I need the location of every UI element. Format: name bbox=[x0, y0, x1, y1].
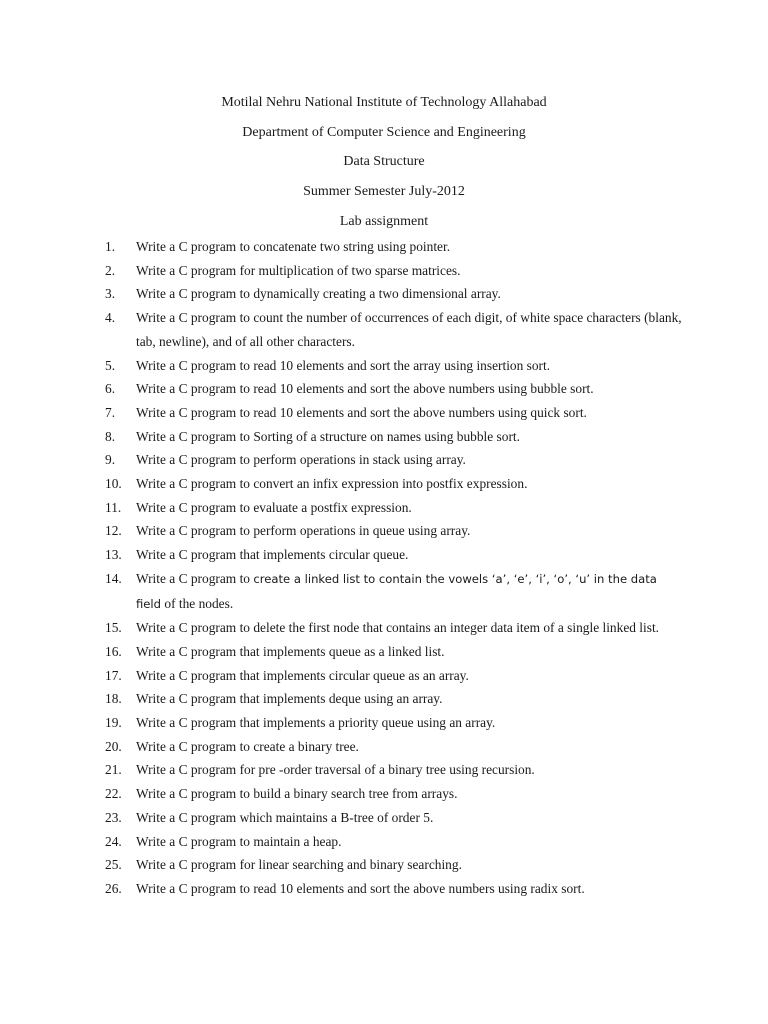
semester-name: Summer Semester July-2012 bbox=[303, 184, 465, 200]
item-text: Write a C program to perform operations in stack using array. bbox=[136, 452, 466, 468]
item-text: Write a C program for pre -order traversal of a binary tree using recursion. bbox=[136, 762, 535, 778]
item-text: Write a C program to convert an infix expression into postfix expression. bbox=[136, 476, 528, 492]
list-item bbox=[105, 496, 685, 520]
item-number: 13. bbox=[105, 547, 122, 563]
item-text: Write a C program to create a binary tree. bbox=[136, 738, 359, 754]
item-number: 20. bbox=[105, 738, 122, 754]
item-number: 5. bbox=[105, 357, 116, 373]
item-number: 1. bbox=[105, 239, 116, 254]
item-number: 8. bbox=[105, 428, 116, 444]
list-item bbox=[105, 377, 685, 401]
item-number: 19. bbox=[105, 715, 122, 731]
list-item bbox=[105, 567, 685, 616]
item-number: 15. bbox=[105, 620, 122, 636]
list-item bbox=[105, 448, 685, 472]
list-item bbox=[105, 543, 685, 567]
item-text: Write a C program to read 10 elements and sort the array using insertion sort. bbox=[136, 357, 551, 373]
item-number: 6. bbox=[105, 381, 116, 397]
list-item bbox=[105, 472, 685, 496]
list-item bbox=[105, 259, 685, 283]
document-header bbox=[0, 88, 768, 236]
item-number: 3. bbox=[105, 286, 116, 302]
list-item bbox=[105, 806, 685, 830]
item-text: Write a C program to delete the first node that contains an integer data item of a single linked list. bbox=[136, 620, 660, 636]
list-item bbox=[105, 306, 685, 353]
item-number: 4. bbox=[105, 310, 116, 326]
item-text: Write a C program that implements deque using an array. bbox=[136, 691, 443, 707]
item-number: 17. bbox=[105, 667, 122, 683]
list-item bbox=[105, 519, 685, 543]
item-text: Write a C program for multiplication of two sparse matrices. bbox=[136, 262, 461, 278]
item-text: Write a C program to read 10 elements and sort the above numbers using radix sort. bbox=[136, 880, 585, 896]
item-text: Write a C program that implements circular queue as an array. bbox=[136, 667, 469, 683]
item-number: 2. bbox=[105, 262, 116, 278]
list-item bbox=[105, 853, 685, 877]
item-number: 25. bbox=[105, 857, 122, 873]
list-item bbox=[105, 877, 685, 901]
list-item bbox=[105, 425, 685, 449]
course-name: Data Structure bbox=[343, 154, 425, 170]
item-number: 18. bbox=[105, 691, 122, 707]
assignment-list bbox=[105, 235, 685, 901]
item-text: Write a C program to dynamically creating a two dimensional array. bbox=[136, 286, 501, 302]
list-item bbox=[105, 401, 685, 425]
item-text: Write a C program that implements a priority queue using an array. bbox=[136, 715, 496, 731]
item-number: 7. bbox=[105, 404, 116, 420]
item-number: 16. bbox=[105, 643, 122, 659]
list-item bbox=[105, 735, 685, 759]
item-number: 26. bbox=[105, 880, 122, 896]
item-number: 23. bbox=[105, 809, 122, 825]
item-number: 9. bbox=[105, 452, 116, 468]
item-text: Write a C program for linear searching and binary searching. bbox=[136, 857, 462, 873]
document-title: Lab assignment bbox=[339, 213, 429, 229]
list-item bbox=[105, 640, 685, 664]
item-number: 24. bbox=[105, 833, 122, 849]
list-item bbox=[105, 282, 685, 306]
item-text: Write a C program that implements circular queue. bbox=[136, 547, 409, 563]
item-text: Write a C program to maintain a heap. bbox=[136, 833, 342, 849]
list-item bbox=[105, 616, 685, 640]
list-item bbox=[105, 235, 685, 259]
list-item bbox=[105, 687, 685, 711]
list-item bbox=[105, 664, 685, 688]
item-text: Write a C program to read 10 elements and sort the above numbers using quick sort. bbox=[136, 404, 587, 420]
item-number: 14. bbox=[105, 570, 122, 586]
item-text: Write a C program to build a binary search tree from arrays. bbox=[136, 786, 458, 802]
item-number: 11. bbox=[105, 499, 122, 515]
item-text: Write a C program to perform operations in queue using array. bbox=[136, 523, 471, 539]
item-number: 10. bbox=[105, 476, 122, 492]
item-text bbox=[136, 567, 685, 616]
list-item bbox=[105, 354, 685, 378]
item-text: Write a C program to concatenate two string using pointer. bbox=[136, 239, 451, 254]
item-text-tail: of the nodes. bbox=[161, 595, 234, 611]
item-number: 21. bbox=[105, 762, 122, 778]
list-item bbox=[105, 830, 685, 854]
item-text: Write a C program to read 10 elements and sort the above numbers using bubble sort. bbox=[136, 381, 594, 397]
item-text: Write a C program to count the number of occurrences of each digit, of white space characters (blank, tab, newline), and of all other characters. bbox=[136, 310, 682, 349]
list-item bbox=[105, 782, 685, 806]
item-text: Write a C program to Sorting of a structure on names using bubble sort. bbox=[136, 428, 520, 444]
item-text-sans: create a linked list to contain the vowels ‘a’, ‘e’, ‘i’, ‘o’, ‘u’ in the data field bbox=[136, 571, 657, 611]
institute-name: Motilal Nehru National Institute of Technology Allahabad bbox=[221, 95, 547, 110]
item-text-lead: Write a C program to bbox=[136, 570, 254, 586]
item-text: Write a C program which maintains a B-tree of order 5. bbox=[136, 809, 434, 825]
item-text: Write a C program to evaluate a postfix expression. bbox=[136, 499, 412, 515]
list-item bbox=[105, 758, 685, 782]
item-text: Write a C program that implements queue as a linked list. bbox=[136, 643, 445, 659]
list-item bbox=[105, 711, 685, 735]
department-name: Department of Computer Science and Engineering bbox=[242, 124, 526, 140]
item-number: 22. bbox=[105, 786, 122, 802]
item-number: 12. bbox=[105, 523, 122, 539]
